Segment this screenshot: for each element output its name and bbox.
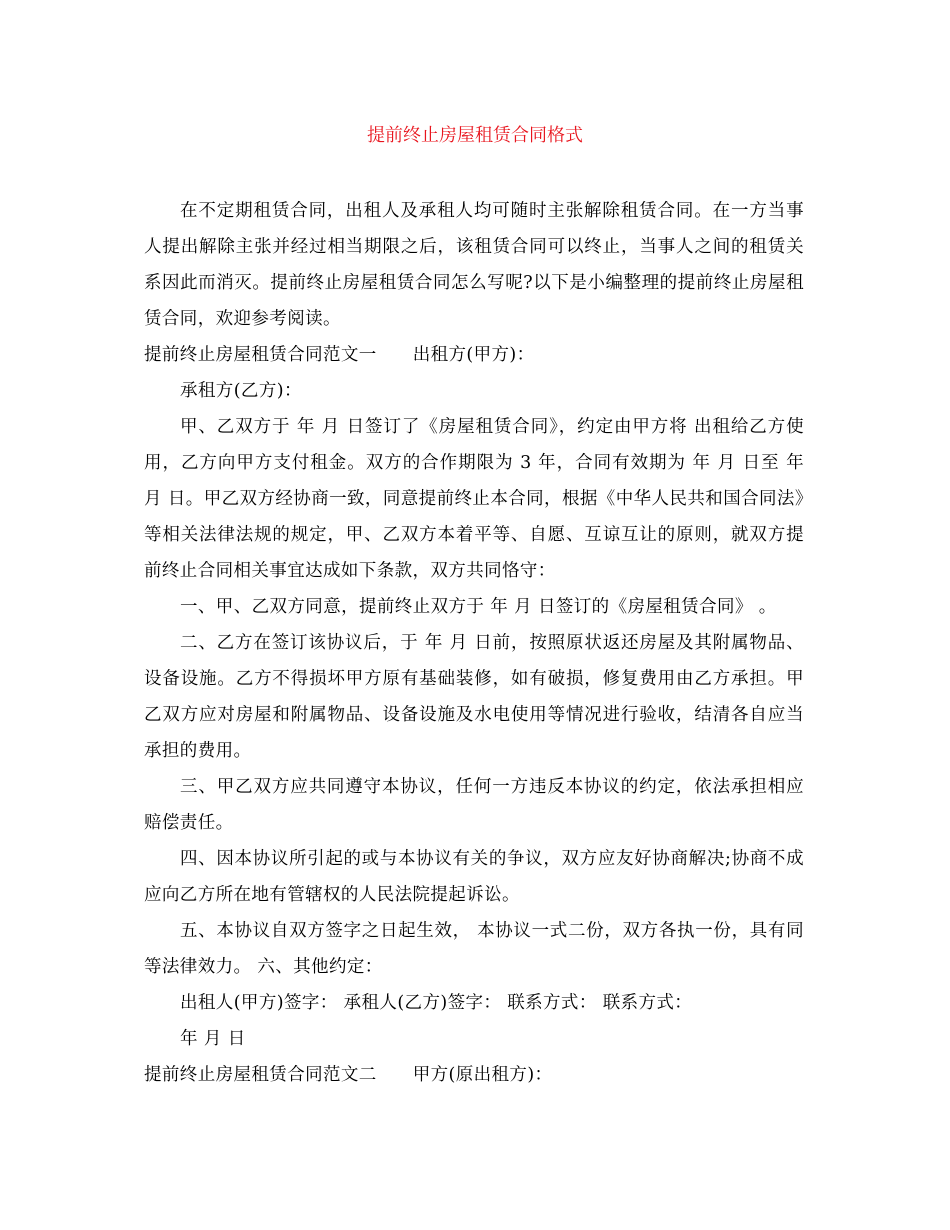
preamble-paragraph: 甲、乙双方于 年 月 日签订了《房屋租赁合同》，约定由甲方将 出租给乙方使用，乙方向甲方支付租金。双方的合作期限为 3 年，合同有效期为 年 月 日至 年 月 日。甲乙双方经协商一致，同意提前终止本合同，根据《中华人民共和国合同法》等相关法律法规的规定，甲、乙双方本着平等、自愿、互谅互让的原则，就双方提前终止合同相关事宜达成如下条款，双方共同恪守： [144, 417, 804, 581]
clause-5: 五、本协议自双方签字之日起生效， 本协议一式二份，双方各执一份，具有同等法律效力。 六、其他约定： [144, 921, 804, 977]
clause-2: 二、乙方在签订该协议后，于 年 月 日前，按照原状返还房屋及其附属物品、设备设施。乙方不得损坏甲方原有基础装修，如有破损，修复费用由乙方承担。甲乙双方应对房屋和附属物品、设备设施及水电使用等情况进行验收，结清各自应当承担的费用。 [144, 633, 804, 761]
signature-line: 出租人(甲方)签字： 承租人(乙方)签字： 联系方式： 联系方式： [180, 993, 693, 1013]
clause-3: 三、甲乙双方应共同遵守本协议，任何一方违反本协议的约定，依法承担相应赔偿责任。 [144, 777, 804, 833]
sample1-heading: 提前终止房屋租赁合同范文一 [144, 345, 377, 365]
lessee-label: 承租方(乙方)： [180, 381, 302, 401]
document-title: 提前终止房屋租赁合同格式 [367, 125, 583, 146]
intro-paragraph: 在不定期租赁合同，出租人及承租人均可随时主张解除租赁合同。在一方当事人提出解除主张并经过相当期限之后，该租赁合同可以终止，当事人之间的租赁关系因此而消灭。提前终止房屋租赁合同怎么写呢?以下是小编整理的提前终止房屋租赁合同，欢迎参考阅读。 [144, 201, 804, 329]
sample1-heading-line [144, 337, 804, 373]
clause-1: 一、甲、乙双方同意，提前终止双方于 年 月 日签订的《房屋租赁合同》 。 [180, 597, 777, 617]
clause-4: 四、因本协议所引起的或与本协议有关的争议，双方应友好协商解决;协商不成应向乙方所在地有管辖权的人民法院提起诉讼。 [144, 849, 804, 905]
sample1-lessor-label: 出租方(甲方)： [412, 345, 535, 365]
date-line: 年 月 日 [180, 1029, 246, 1049]
document-body [144, 193, 804, 1093]
sample2-heading: 提前终止房屋租赁合同范文二 [144, 1065, 377, 1085]
sample2-party-a-label: 甲方(原出租方)： [412, 1065, 553, 1085]
sample2-heading-line [144, 1057, 804, 1093]
